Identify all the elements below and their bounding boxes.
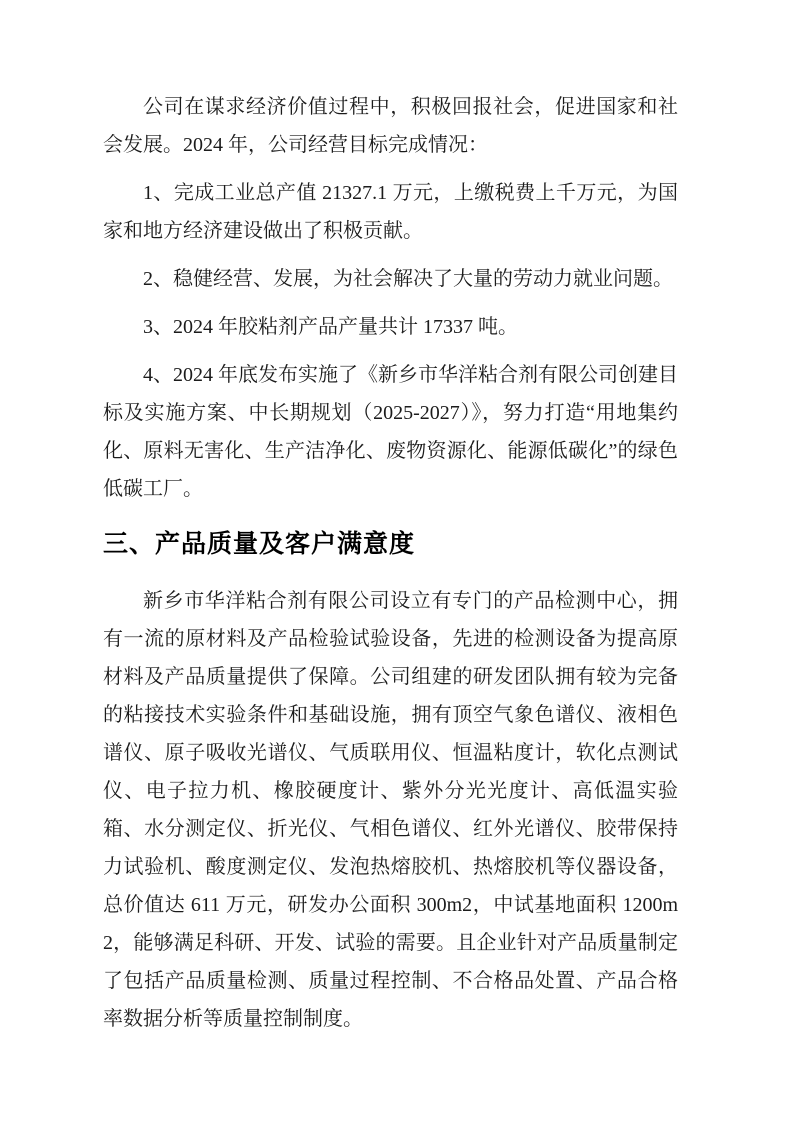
body-paragraph: 新乡市华洋粘合剂有限公司设立有专门的产品检测中心，拥有一流的原材料及产品检验试验设备，先进的检测设备为提高原材料及产品质量提供了保障。公司组建的研发团队拥有较为完备的粘接技术实验条件和基础设施，拥有顶空气象色谱仪、液相色谱仪、原子吸收光谱仪、气质联用仪、恒温粘度计，软化点测试仪、电子拉力机、橡胶硬度计、紫外分光光度计、高低温实验箱、水分测定仪、折光仪、气相色谱仪、红外光谱仪、胶带保持力试验机、酸度测定仪、发泡热熔胶机、热熔胶机等仪器设备，总价值达 611 万元，研发办公面积 300m2，中试基地面积 1200m2，能够满足科研、开发、试验的需要。且企业针对产品质量制定了包括产品质量检测、质量过程控制、不合格品处置、产品合格率数据分析等质量控制制度。 xyxy=(103,590,678,1030)
section-heading: 三、产品质量及客户满意度 xyxy=(103,530,416,558)
list-item-1: 1、完成工业总产值 21327.1 万元，上缴税费上千万元，为国家和地方经济建设做出了积极贡献。 xyxy=(103,182,678,242)
intro-paragraph: 公司在谋求经济价值过程中，积极回报社会，促进国家和社会发展。2024 年，公司经营目标完成情况： xyxy=(103,96,678,156)
list-item-3: 3、2024 年胶粘剂产品产量共计 17337 吨。 xyxy=(143,316,518,338)
list-item-4: 4、2024 年底发布实施了《新乡市华洋粘合剂有限公司创建目标及实施方案、中长期规划（2025-2027）》，努力打造“用地集约化、原料无害化、生产洁净化、废物资源化、能源低碳化”的绿色低碳工厂。 xyxy=(103,364,678,500)
list-item-2: 2、稳健经营、发展，为社会解决了大量的劳动力就业问题。 xyxy=(143,268,673,290)
